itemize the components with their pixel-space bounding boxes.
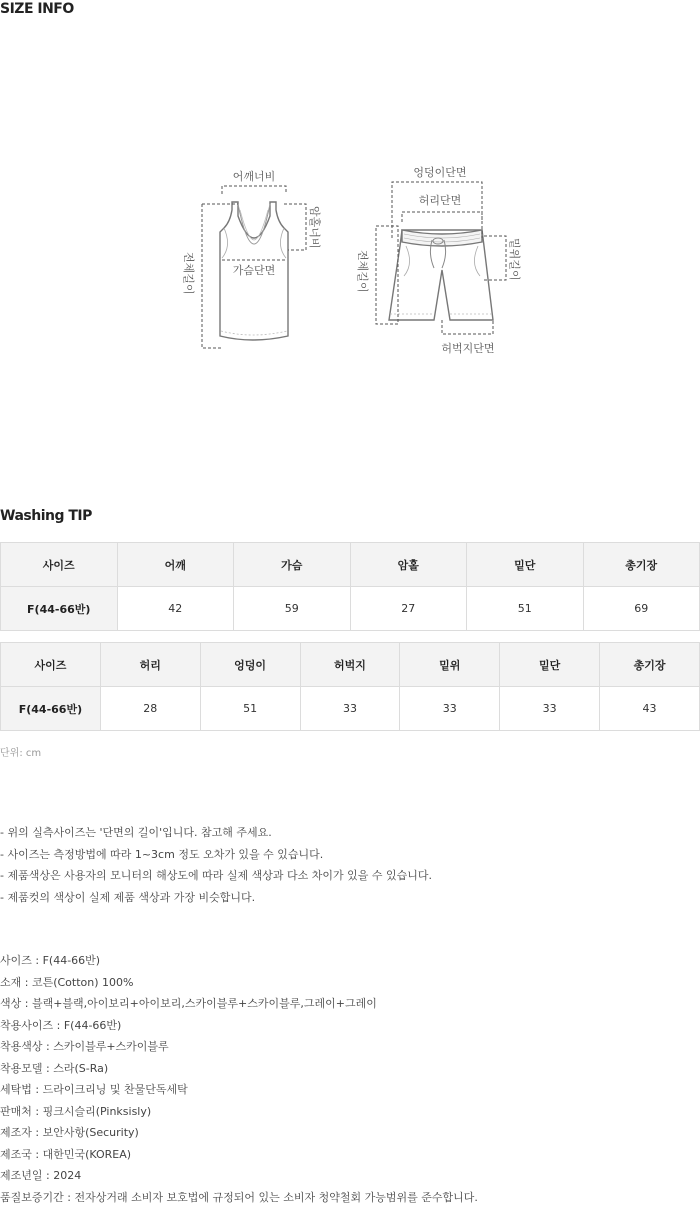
list-item: - 사이즈는 측정방법에 따라 1~3cm 정도 오차가 있을 수 있습니다. (0, 847, 324, 861)
list-item: 착용모델 : 스라(S-Ra) (0, 1061, 109, 1075)
label-chest-width: 가슴단면 (232, 264, 276, 277)
label-armhole-width: 암홀너비 (308, 206, 321, 249)
value-cell: 33 (500, 687, 600, 731)
list-item: - 제품색상은 사용자의 모니터의 해상도에 따라 실제 색상과 다소 차이가 있을 수 있습니다. (0, 869, 432, 883)
size-info-title: SIZE INFO (0, 1, 74, 17)
value-cell: 28 (100, 687, 200, 731)
header-cell: 사이즈 (1, 543, 118, 587)
list-item: 품질보증기간 : 전자상거래 소비자 보호법에 규정되어 있는 소비자 청약철회 가능범위를 준수합니다. (0, 1190, 478, 1204)
size-cell: F(44-66반) (1, 587, 118, 631)
table-header-row (1, 643, 700, 687)
value-cell: 43 (600, 687, 700, 731)
value-cell: 69 (583, 587, 700, 631)
table-row (1, 587, 700, 631)
list-item: 제조국 : 대한민국(KOREA) (0, 1147, 132, 1161)
header-cell: 암홀 (350, 543, 467, 587)
header-cell: 총기장 (600, 643, 700, 687)
list-item: 사이즈 : F(44-66반) (0, 954, 101, 967)
header-cell: 어깨 (117, 543, 234, 587)
bottom-size-table (0, 642, 700, 731)
header-cell: 엉덩이 (200, 643, 300, 687)
top-size-table (0, 542, 700, 631)
label-waist-width: 허리단면 (418, 194, 462, 207)
washing-tip-title: Washing TIP (0, 508, 92, 524)
unit-label: 단위: cm (0, 748, 42, 759)
list-item: 착용사이즈 : F(44-66반) (0, 1018, 122, 1032)
label-rise-length: 밑위길이 (508, 238, 521, 281)
label-top-total-length: 전체길이 (182, 252, 195, 295)
list-item: 제조년일 : 2024 (0, 1169, 82, 1182)
value-cell: 51 (467, 587, 584, 631)
value-cell: 27 (350, 587, 467, 631)
header-cell: 사이즈 (1, 643, 101, 687)
header-cell: 허리 (100, 643, 200, 687)
size-diagram (0, 150, 700, 380)
list-item: 판매처 : 핑크시슬리(Pinksisly) (0, 1104, 152, 1118)
table-row (1, 687, 700, 731)
value-cell: 42 (117, 587, 234, 631)
list-item: - 제품컷의 색상이 실제 제품 색상과 가장 비슷합니다. (0, 891, 256, 905)
header-cell: 밑단 (467, 543, 584, 587)
header-cell: 밑단 (500, 643, 600, 687)
value-cell: 33 (400, 687, 500, 731)
product-spec-list (0, 950, 478, 1208)
header-cell: 허벅지 (300, 643, 400, 687)
header-cell: 가슴 (234, 543, 351, 587)
label-shoulder-width: 어깨너비 (232, 170, 276, 183)
value-cell: 33 (300, 687, 400, 731)
table-header-row (1, 543, 700, 587)
notes-list (0, 822, 432, 909)
label-thigh-width: 허벅지단면 (441, 342, 495, 355)
value-cell: 51 (200, 687, 300, 731)
list-item: 제조자 : 보안사항(Security) (0, 1126, 139, 1139)
list-item: 착용색상 : 스카이블루+스카이블루 (0, 1040, 169, 1053)
label-hip-width: 엉덩이단면 (413, 166, 467, 179)
list-item: 색상 : 블랙+블랙,아이보리+아이보리,스카이블루+스카이블루,그레이+그레이 (0, 997, 377, 1010)
label-shorts-total-length: 전체길이 (356, 250, 369, 293)
list-item: - 위의 실측사이즈는 '단면의 길이'입니다. 참고해 주세요. (0, 826, 272, 839)
header-cell: 밑위 (400, 643, 500, 687)
list-item: 세탁법 : 드라이크리닝 및 찬물단독세탁 (0, 1083, 188, 1096)
value-cell: 59 (234, 587, 351, 631)
shorts-illustration (389, 230, 493, 320)
header-cell: 총기장 (583, 543, 700, 587)
size-cell: F(44-66반) (1, 687, 101, 731)
list-item: 소재 : 코튼(Cotton) 100% (0, 975, 134, 989)
